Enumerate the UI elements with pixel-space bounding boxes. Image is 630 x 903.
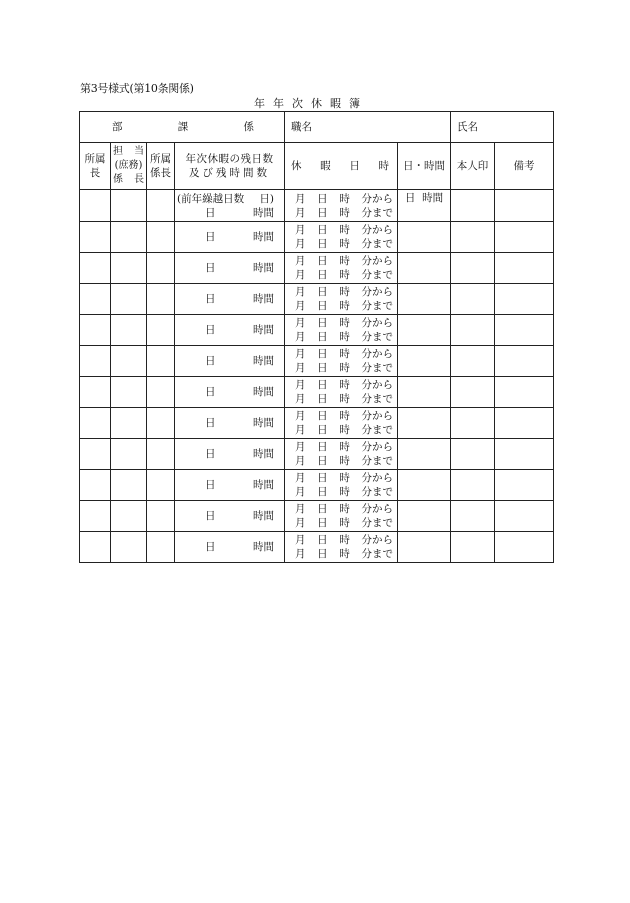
shozokucho-stamp-cell[interactable] <box>80 222 111 253</box>
remaining-cell[interactable] <box>175 222 285 253</box>
hour-unit: 時 <box>339 534 350 546</box>
shozokucho-stamp-cell[interactable] <box>80 253 111 284</box>
hour-unit: 時 <box>339 441 350 453</box>
remarks-cell[interactable] <box>495 532 554 563</box>
month-unit: 月 <box>295 238 306 250</box>
remaining-day-unit: 日 <box>205 324 216 336</box>
used-days-hours-cell[interactable] <box>398 408 451 439</box>
month-unit: 月 <box>295 317 306 329</box>
remaining-cell[interactable] <box>175 532 285 563</box>
month-unit: 月 <box>295 393 306 405</box>
month-unit: 月 <box>295 286 306 298</box>
date-unit: 日 <box>317 348 328 360</box>
remarks-header: 備考 <box>495 143 554 190</box>
month-unit: 月 <box>295 410 306 422</box>
month-unit: 月 <box>295 224 306 236</box>
month-unit: 月 <box>295 548 306 560</box>
shozoku-kakaricho-stamp-cell[interactable] <box>147 253 175 284</box>
remarks-cell[interactable] <box>495 470 554 501</box>
month-unit: 月 <box>295 517 306 529</box>
shozoku-kakaricho-stamp-cell[interactable] <box>147 439 175 470</box>
shozoku-kakaricho-stamp-cell[interactable] <box>147 315 175 346</box>
used-days-hours-cell[interactable] <box>398 470 451 501</box>
leave-datetime-cell[interactable] <box>285 190 398 222</box>
remaining-cell[interactable] <box>175 377 285 408</box>
minute-suffix: 分から <box>361 472 393 484</box>
remaining-cell[interactable] <box>175 284 285 315</box>
remaining-line: 年次休暇の残日数 <box>185 153 274 165</box>
hour-unit: 時 <box>339 362 350 374</box>
hour-unit: 時 <box>339 393 350 405</box>
remarks-cell[interactable] <box>495 346 554 377</box>
hour-unit: 時 <box>339 424 350 436</box>
date-unit: 日 <box>317 441 328 453</box>
shozokucho-stamp-cell[interactable] <box>80 346 111 377</box>
minute-suffix: 分まで <box>361 486 393 498</box>
minute-suffix: 分から <box>361 192 393 205</box>
tanto-stamp-cell[interactable] <box>111 222 147 253</box>
title-char: 暇 <box>330 97 341 110</box>
remaining-cell[interactable] <box>175 470 285 501</box>
remaining-header <box>175 143 285 190</box>
remaining-day-unit: 日 <box>205 541 216 553</box>
remaining-hour-unit: 時間 <box>253 324 274 336</box>
table-row <box>80 346 554 377</box>
remarks-cell[interactable] <box>495 222 554 253</box>
remaining-cell[interactable] <box>175 253 285 284</box>
minute-suffix: 分まで <box>361 238 393 250</box>
minute-suffix: 分まで <box>361 362 393 374</box>
personal-stamp-cell[interactable] <box>451 501 495 532</box>
date-unit: 日 <box>317 503 328 515</box>
shozoku-kakaricho-stamp-cell[interactable] <box>147 346 175 377</box>
month-unit: 月 <box>295 331 306 343</box>
days-hours-header: 日・時間 <box>398 143 451 190</box>
remaining-day-unit: 日 <box>205 231 216 243</box>
remaining-line: 及び残時間数 <box>189 167 270 179</box>
shozokucho-stamp-cell[interactable] <box>80 501 111 532</box>
leave-register-table <box>79 111 554 563</box>
month-unit: 月 <box>295 424 306 436</box>
personal-stamp-cell[interactable] <box>451 408 495 439</box>
leave-datetime-cell[interactable] <box>285 408 398 439</box>
minute-suffix: 分から <box>361 503 393 515</box>
hour-unit: 時 <box>339 238 350 250</box>
name-cell[interactable] <box>451 112 554 143</box>
month-unit: 月 <box>295 472 306 484</box>
date-unit: 日 <box>317 455 328 467</box>
hour-unit: 時 <box>339 192 350 205</box>
hour-unit: 時 <box>339 348 350 360</box>
remaining-day-unit: 日 <box>205 448 216 460</box>
date-unit: 日 <box>317 286 328 298</box>
month-unit: 月 <box>295 534 306 546</box>
job-title-label: 職名 <box>291 121 312 133</box>
shozoku-kakaricho-stamp-cell[interactable] <box>147 190 175 222</box>
minute-suffix: 分から <box>361 379 393 391</box>
hour-unit: 時 <box>339 503 350 515</box>
kyuka-char: 休 <box>291 160 302 172</box>
remarks-cell[interactable] <box>495 190 554 222</box>
used-days-hours-cell[interactable] <box>398 501 451 532</box>
date-unit: 日 <box>317 379 328 391</box>
personal-stamp-cell[interactable] <box>451 315 495 346</box>
remaining-hour-unit: 時間 <box>253 541 274 553</box>
minute-suffix: 分まで <box>361 517 393 529</box>
hour-unit: 時 <box>339 224 350 236</box>
shozokucho-stamp-cell[interactable] <box>80 532 111 563</box>
month-unit: 月 <box>295 486 306 498</box>
date-unit: 日 <box>317 472 328 484</box>
shozokucho-line: 所属 <box>84 153 106 165</box>
remaining-day-unit: 日 <box>205 417 216 429</box>
tanto-line: (庶務) <box>114 160 143 171</box>
shozoku-kakaricho-stamp-cell[interactable] <box>147 501 175 532</box>
remaining-hour-unit: 時間 <box>253 417 274 429</box>
remaining-hour-unit: 時間 <box>253 231 274 243</box>
hour-unit: 時 <box>339 255 350 267</box>
shozokucho-header <box>80 143 111 190</box>
shozoku-kakaricho-stamp-cell[interactable] <box>147 532 175 563</box>
name-label: 氏名 <box>457 121 478 133</box>
remarks-cell[interactable] <box>495 408 554 439</box>
date-unit: 日 <box>317 424 328 436</box>
hour-unit: 時 <box>339 331 350 343</box>
header-row-department <box>80 112 554 143</box>
personal-stamp-cell[interactable] <box>451 377 495 408</box>
remaining-cell[interactable] <box>175 408 285 439</box>
used-days-hours-cell[interactable] <box>398 315 451 346</box>
remarks-cell[interactable] <box>495 377 554 408</box>
tanto-stamp-cell[interactable] <box>111 377 147 408</box>
used-days-hours-cell[interactable] <box>398 532 451 563</box>
shozokucho-stamp-cell[interactable] <box>80 377 111 408</box>
minute-suffix: 分まで <box>361 455 393 467</box>
kyuka-char: 日 <box>349 160 360 172</box>
leave-datetime-cell[interactable] <box>285 377 398 408</box>
personal-stamp-cell[interactable] <box>451 346 495 377</box>
month-unit: 月 <box>295 255 306 267</box>
table-row <box>80 501 554 532</box>
hour-unit: 時 <box>339 455 350 467</box>
tanto-char: 係 <box>113 174 123 185</box>
used-days-hours-cell[interactable] <box>398 222 451 253</box>
remarks-cell[interactable] <box>495 253 554 284</box>
form-caption: 第3号様式(第10条関係) <box>80 82 194 95</box>
hour-unit: 時 <box>339 379 350 391</box>
hour-unit: 時 <box>339 317 350 329</box>
personal-stamp-cell[interactable] <box>451 222 495 253</box>
minute-suffix: 分まで <box>361 269 393 281</box>
title-char: 簿 <box>349 97 360 110</box>
kei-label: 係 <box>243 121 254 133</box>
remaining-hour-unit: 時間 <box>253 206 274 219</box>
remaining-cell[interactable] <box>175 439 285 470</box>
tanto-stamp-cell[interactable] <box>111 532 147 563</box>
shozoku-kakaricho-header <box>147 143 175 190</box>
hour-unit: 時 <box>339 206 350 219</box>
kyuka-char: 時 <box>378 160 389 172</box>
shozokucho-line: 長 <box>89 167 101 179</box>
month-unit: 月 <box>295 269 306 281</box>
date-unit: 日 <box>317 317 328 329</box>
remaining-hour-unit: 時間 <box>253 448 274 460</box>
month-unit: 月 <box>295 300 306 312</box>
leave-datetime-cell[interactable] <box>285 253 398 284</box>
leave-datetime-cell[interactable] <box>285 501 398 532</box>
date-unit: 日 <box>317 362 328 374</box>
header-row-columns <box>80 143 554 190</box>
month-unit: 月 <box>295 362 306 374</box>
table-row <box>80 222 554 253</box>
hour-unit: 時 <box>339 410 350 422</box>
month-unit: 月 <box>295 206 306 219</box>
shozoku-kakaricho-stamp-cell[interactable] <box>147 377 175 408</box>
shozoku-kakaricho-stamp-cell[interactable] <box>147 222 175 253</box>
table-row <box>80 532 554 563</box>
leave-datetime-cell[interactable] <box>285 284 398 315</box>
tanto-stamp-cell[interactable] <box>111 284 147 315</box>
month-unit: 月 <box>295 455 306 467</box>
stamp-header: 本人印 <box>451 143 495 190</box>
tanto-stamp-cell[interactable] <box>111 470 147 501</box>
personal-stamp-cell[interactable] <box>451 253 495 284</box>
minute-suffix: 分まで <box>361 331 393 343</box>
tanto-stamp-cell[interactable] <box>111 346 147 377</box>
minute-suffix: 分から <box>361 534 393 546</box>
tanto-stamp-cell[interactable] <box>111 253 147 284</box>
month-unit: 月 <box>295 441 306 453</box>
tanto-stamp-cell[interactable] <box>111 190 147 222</box>
department-cell[interactable] <box>80 112 285 143</box>
remaining-cell[interactable] <box>175 501 285 532</box>
tanto-char: 長 <box>134 174 144 185</box>
used-days-hours-cell[interactable] <box>398 377 451 408</box>
kyuka-char: 暇 <box>320 160 331 172</box>
date-unit: 日 <box>317 410 328 422</box>
tanto-stamp-cell[interactable] <box>111 315 147 346</box>
tanto-char: 担 <box>113 146 123 157</box>
date-unit: 日 <box>317 206 328 219</box>
shozoku-kakaricho-stamp-cell[interactable] <box>147 470 175 501</box>
minute-suffix: 分まで <box>361 300 393 312</box>
remaining-day-unit: 日 <box>205 206 216 219</box>
shozokucho-stamp-cell[interactable] <box>80 284 111 315</box>
remaining-hour-unit: 時間 <box>253 479 274 491</box>
date-unit: 日 <box>317 238 328 250</box>
remaining-hour-unit: 時間 <box>253 293 274 305</box>
prev-carryover-label: (前年繰越日数 <box>177 192 245 205</box>
hour-unit: 時 <box>339 548 350 560</box>
date-unit: 日 <box>317 300 328 312</box>
tanto-header <box>111 143 147 190</box>
minute-suffix: 分から <box>361 410 393 422</box>
month-unit: 月 <box>295 348 306 360</box>
tanto-char: 当 <box>134 146 144 157</box>
date-unit: 日 <box>317 192 328 205</box>
date-unit: 日 <box>317 255 328 267</box>
table-row <box>80 408 554 439</box>
minute-suffix: 分から <box>361 317 393 329</box>
date-unit: 日 <box>317 269 328 281</box>
leave-datetime-cell[interactable] <box>285 532 398 563</box>
minute-suffix: 分から <box>361 441 393 453</box>
personal-stamp-cell[interactable] <box>451 284 495 315</box>
shozokucho-stamp-cell[interactable] <box>80 315 111 346</box>
shozokucho-stamp-cell[interactable] <box>80 439 111 470</box>
remaining-day-unit: 日 <box>205 355 216 367</box>
remaining-hour-unit: 時間 <box>253 355 274 367</box>
minute-suffix: 分から <box>361 286 393 298</box>
tanto-stamp-cell[interactable] <box>111 408 147 439</box>
remaining-day-unit: 日 <box>205 262 216 274</box>
table-row <box>80 377 554 408</box>
hour-unit: 時 <box>339 300 350 312</box>
tanto-stamp-cell[interactable] <box>111 501 147 532</box>
used-hours-unit: 時間 <box>422 192 444 204</box>
date-unit: 日 <box>317 534 328 546</box>
minute-suffix: 分まで <box>361 548 393 560</box>
month-unit: 月 <box>295 192 306 205</box>
remaining-cell[interactable] <box>175 346 285 377</box>
remaining-hour-unit: 時間 <box>253 262 274 274</box>
minute-suffix: 分から <box>361 224 393 236</box>
used-day-unit: 日 <box>404 192 416 204</box>
table-row <box>80 253 554 284</box>
shozokucho-stamp-cell[interactable] <box>80 470 111 501</box>
remarks-cell[interactable] <box>495 501 554 532</box>
remaining-day-unit: 日 <box>205 386 216 398</box>
date-unit: 日 <box>317 548 328 560</box>
table-row <box>80 439 554 470</box>
tanto-stamp-cell[interactable] <box>111 439 147 470</box>
minute-suffix: 分まで <box>361 424 393 436</box>
date-unit: 日 <box>317 393 328 405</box>
month-unit: 月 <box>295 503 306 515</box>
kyuka-nichiji-header <box>285 143 398 190</box>
hour-unit: 時 <box>339 286 350 298</box>
form-title <box>254 95 368 111</box>
leave-datetime-cell[interactable] <box>285 315 398 346</box>
hour-unit: 時 <box>339 269 350 281</box>
remarks-cell[interactable] <box>495 315 554 346</box>
personal-stamp-cell[interactable] <box>451 439 495 470</box>
personal-stamp-cell[interactable] <box>451 470 495 501</box>
used-days-hours-cell[interactable] <box>398 284 451 315</box>
month-unit: 月 <box>295 379 306 391</box>
remaining-hour-unit: 時間 <box>253 510 274 522</box>
table-row <box>80 190 554 222</box>
table-row <box>80 470 554 501</box>
date-unit: 日 <box>317 486 328 498</box>
bu-label: 部 <box>112 121 123 133</box>
leave-datetime-cell[interactable] <box>285 222 398 253</box>
used-days-hours-cell[interactable] <box>398 190 451 222</box>
hour-unit: 時 <box>339 517 350 529</box>
minute-suffix: 分まで <box>361 206 393 219</box>
remaining-cell[interactable] <box>175 190 285 222</box>
shozoku-kakaricho-line: 係長 <box>150 167 171 179</box>
minute-suffix: 分まで <box>361 393 393 405</box>
hour-unit: 時 <box>339 486 350 498</box>
date-unit: 日 <box>317 224 328 236</box>
title-char: 次 <box>292 97 303 110</box>
leave-datetime-cell[interactable] <box>285 470 398 501</box>
leave-datetime-cell[interactable] <box>285 439 398 470</box>
shozoku-kakaricho-stamp-cell[interactable] <box>147 284 175 315</box>
personal-stamp-cell[interactable] <box>451 190 495 222</box>
shozoku-kakaricho-line: 所属 <box>150 153 171 165</box>
remaining-day-unit: 日 <box>205 479 216 491</box>
minute-suffix: 分から <box>361 255 393 267</box>
remarks-cell[interactable] <box>495 439 554 470</box>
prev-carryover-day: 日) <box>259 192 274 205</box>
remaining-hour-unit: 時間 <box>253 386 274 398</box>
leave-datetime-cell[interactable] <box>285 346 398 377</box>
ka-label: 課 <box>177 121 189 133</box>
used-days-hours-cell[interactable] <box>398 253 451 284</box>
used-days-hours-cell[interactable] <box>398 346 451 377</box>
hour-unit: 時 <box>339 472 350 484</box>
shozoku-kakaricho-stamp-cell[interactable] <box>147 408 175 439</box>
remaining-day-unit: 日 <box>205 510 216 522</box>
minute-suffix: 分から <box>361 348 393 360</box>
shozokucho-stamp-cell[interactable] <box>80 408 111 439</box>
remaining-cell[interactable] <box>175 315 285 346</box>
shozokucho-stamp-cell[interactable] <box>80 190 111 222</box>
title-char: 年 <box>273 97 284 110</box>
remaining-day-unit: 日 <box>205 293 216 305</box>
personal-stamp-cell[interactable] <box>451 532 495 563</box>
table-row <box>80 315 554 346</box>
table-row <box>80 284 554 315</box>
title-char: 休 <box>311 97 322 110</box>
job-title-cell[interactable] <box>285 112 451 143</box>
date-unit: 日 <box>317 517 328 529</box>
title-char: 年 <box>254 97 265 110</box>
date-unit: 日 <box>317 331 328 343</box>
used-days-hours-cell[interactable] <box>398 439 451 470</box>
remarks-cell[interactable] <box>495 284 554 315</box>
